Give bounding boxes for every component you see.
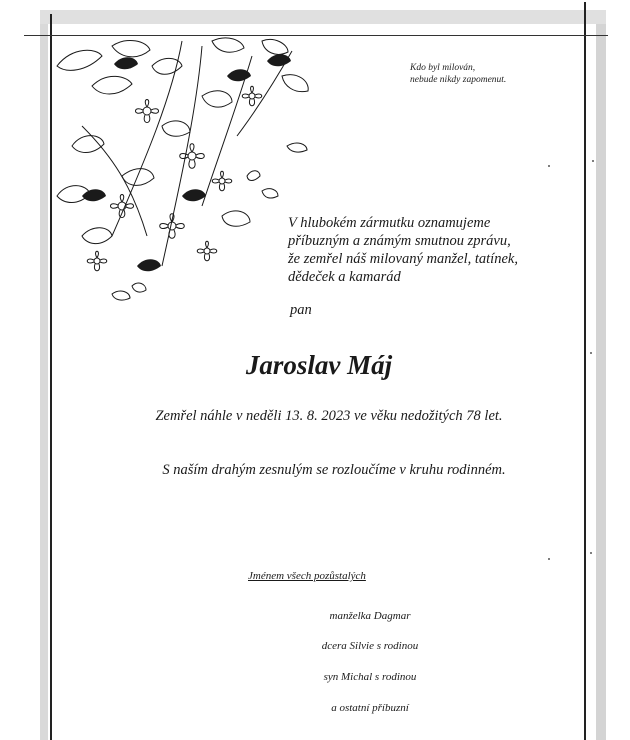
scan-border-right [596,10,606,740]
scan-speck [548,558,550,560]
mourner-item: a ostatní příbuzní [331,702,409,714]
scan-speck [590,352,592,354]
mourner-item: dcera Silvie s rodinou [321,640,419,652]
death-note: Zemřel náhle v neděli 13. 8. 2023 ve věku nedožitých 78 let. [155,408,503,424]
announcement-line-1: V hlubokém zármutku oznamujeme [288,215,491,231]
motto-line-1: Kdo byl milován, [410,63,476,73]
scan-border-top [40,10,606,24]
mourner-item: syn Michal s rodinou [323,671,417,683]
floral-illustration [52,36,322,316]
mourner-item: manželka Dagmar [329,610,411,622]
announcement-line-3: že zemřel náš milovaný manžel, tatínek, [288,251,518,267]
announcement [288,214,568,286]
announcement-line-4: dědeček a kamarád [288,269,401,285]
motto [410,62,570,86]
scan-speck [592,160,594,162]
motto-line-2: nebude nikdy zapomenut. [410,75,507,85]
farewell-note: S naším drahým zesnulým se rozloučíme v kruhu rodinném. [162,462,506,478]
deceased-name: Jaroslav Máj [245,350,393,380]
honorific: pan [290,302,312,318]
scan-speck [590,552,592,554]
mourners-heading: Jménem všech pozůstalých [248,570,366,582]
announcement-line-2: příbuzným a známým smutnou zprávu, [288,233,511,249]
scan-border-left [40,10,48,740]
scan-speck [548,165,550,167]
